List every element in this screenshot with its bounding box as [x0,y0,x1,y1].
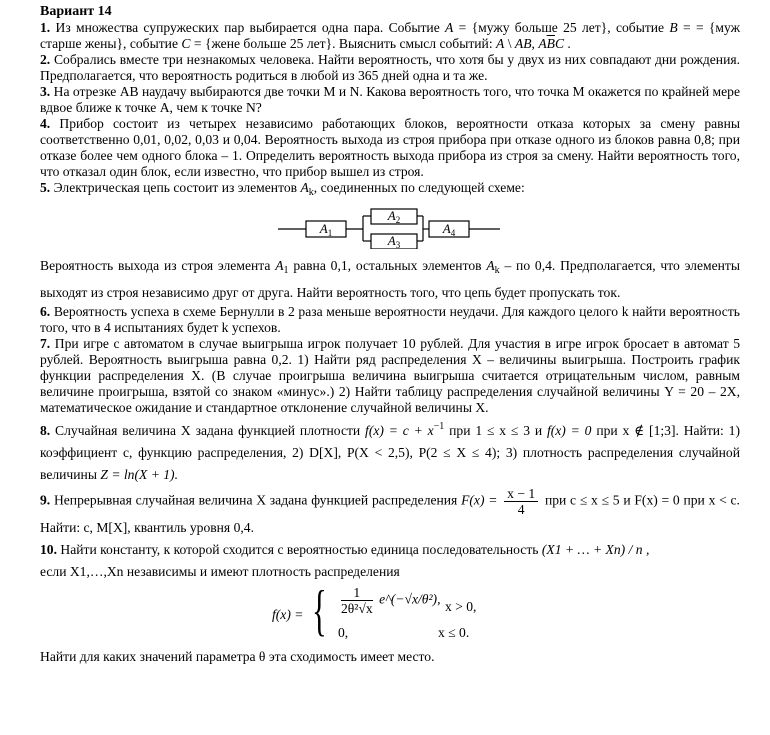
task-number: 8. [40,423,51,438]
task-number: 5. [40,180,51,195]
task-text: F(x) = 0 при x < c. Найти: c, M[X], квантиль уровня 0,4. [40,492,740,535]
task-text: На отрезке AB наудачу выбираются две точки M и N. Какова вероятность того, что точка M окажется по крайней мере вдвое ближе к точке A, чем к точке N? [40,84,740,115]
piece-row-1: $\frac{1}{\text{2θ²√x}}$ e^(−√x/θ²), [341,585,441,616]
task-text: если X1,…,Xn независимы и имеют плотность распределения [40,564,400,579]
fraction [504,486,538,517]
task-5 [40,180,740,201]
piece-row-2: 0, [338,625,349,640]
denominator: 4 [517,502,525,517]
distribution-lhs: F(x) = [461,492,498,508]
piece-cond-1: x > 0, [445,599,477,614]
element-a2-label: $A_2$ [387,208,401,225]
event-expression: A [496,36,505,51]
task-text: Случайная величина X задана функцией плотности [55,423,361,438]
task-text: при c ≤ x ≤ 5 и [544,492,631,508]
task-2 [40,52,740,84]
task-text: = {мужу больше 25 лет}, событие [458,20,665,35]
brace: { [312,580,327,642]
task-7 [40,336,740,416]
variant-title: Вариант 14 [40,4,112,19]
transform-formula: Z = ln(X + 1). [100,467,178,482]
task-6 [40,304,740,336]
piecewise-density [40,580,740,645]
task-10-final [40,649,740,665]
density-formula: f(x) = c + x [365,423,434,438]
task-number: 10. [40,542,57,557]
task-text: Прибор состоит из четырех независимо работающих блоков, вероятности отказа которых за смену равны соответственно 0,01, 0,02, 0,03 и 0,04. Вероятность выхода из строя прибора при отказе одного из блоков равна 0,8; при отказе более чем одного блока – 1. Определить вероятность выхода прибора из строя за смену. Найти вероятность того, что отказал один блок, если известно, что прибор вышел из строя. [40,116,740,179]
task-number: 4. [40,116,51,131]
task-text: при 1 ≤ x ≤ 3 и [449,423,543,438]
task-text: Непрерывная случайная величина X задана функцией распределения [53,492,458,508]
task-text: Электрическая цепь состоит из элементов [53,180,298,195]
task-3 [40,84,740,116]
circuit-diagram [40,205,730,249]
exponent: −1 [433,421,445,432]
task-text: , соединенных по следующей схеме: [313,180,525,195]
density-formula: f(x) = 0 [546,423,592,438]
density-lhs: f(x) = [272,607,304,622]
event-b-symbol: B [669,20,678,35]
task-text: При игре с автоматом в случае выигрыша игрок получает 10 рублей. Для участия в игре игрок бросает в автомат 5 рублей. Вероятность выигрыша равна 0,2. 1) Найти ряд распределения X – величины выигрыша. Построить график функции распределения X. (В случае проигрыша величина выигрыша считается отрицательным числом, равным величине проигрыша, взятой со знаком «минус».) 2) Найти таблицу распределения случайной величины Y = 20 – 2X, математическое ожидание и стандартное отклонение случайной величины X. [40,336,740,415]
task-text: при [596,423,618,438]
task-text: Из множества супружеских пар выбирается одна пара. Событие [55,20,440,35]
sequence-formula: (X1 + … + Xn) / n , [541,542,650,557]
task-number: 2. [40,52,51,67]
task-text: x ∉ [1;3]. Найти: 1) коэффициент c, функцию распределения, 2) D[X], P(X < 2,5), P(2 ≤ X ≤ 4); 3) плотность распределения случайной величины [40,423,740,482]
event-c-symbol: C [181,36,191,51]
task-8 [40,416,740,486]
task-4 [40,116,740,180]
piece-cond-2: x ≤ 0. [438,625,470,640]
task-number: 6. [40,304,51,319]
task-number: 1. [40,20,51,35]
task-number: 9. [40,492,51,508]
task-number: 3. [40,84,51,99]
numerator: x − 1 [504,486,538,502]
task-text: Найти для каких значений параметра θ эта сходимость имеет место. [40,649,435,664]
task-text: равна 0,1, остальных элементов [293,258,482,273]
task-text: = {муж старше жены}, событие [40,20,741,51]
task-text: Найти константу, к которой сходится с вероятностью единица последовательность [60,542,539,557]
task-10 [40,539,740,561]
element-a1-label: $A_1$ [319,221,333,238]
task-5-body: Вероятность выхода из строя элемента $A_1$ равна 0,1, остальных элементов $A_k$ – по 0,4. Предполагается, что элементы выходят из строя независимо друг от друга. Найти вероятность того, что цепь будет пропускать ток. [40,258,740,300]
task-text: Вероятность успеха в схеме Бернулли в 2 раза меньше вероятности неудачи. Для каждого целого k найти вероятность того, что в 4 испытаниях будет k успехов. [40,304,740,335]
task-text: = {жене больше 25 лет}. Выяснить смысл событий: [193,36,493,51]
element-a3-label: $A_3$ [387,233,401,250]
task-number: 7. [40,336,51,351]
element-a4-label: $A_4$ [442,221,456,238]
element-symbol: $A_k$ [300,180,314,198]
task-text: Собрались вместе три незнакомых человека. Найти вероятность, что хотя бы у двух из них совпадают дни рождения. Предполагается, что вероятность родиться в любой из 365 дней одна и та же. [40,52,740,83]
task-1: 1. Из множества супружеских пар выбирается одна пара. Событие A = {мужу больше 25 лет}, событие B = = {муж старше жены}, событие C = {жене больше 25 лет}. Выяснить смысл событий: A \ AB, $A\overline{B}C$ . [40,20,741,51]
event-a-symbol: A [445,20,454,35]
task-9 [40,486,740,539]
task-10-cont [40,561,740,583]
task-text: – по 0,4. Предполагается, что элементы выходят из строя независимо друг от друга. Найти вероятность того, что цепь будет пропускать ток. [40,258,740,300]
task-text: Вероятность выхода из строя элемента [40,258,271,273]
fraction: $\frac{1}{\text{2θ²√x}}$ [341,585,373,616]
